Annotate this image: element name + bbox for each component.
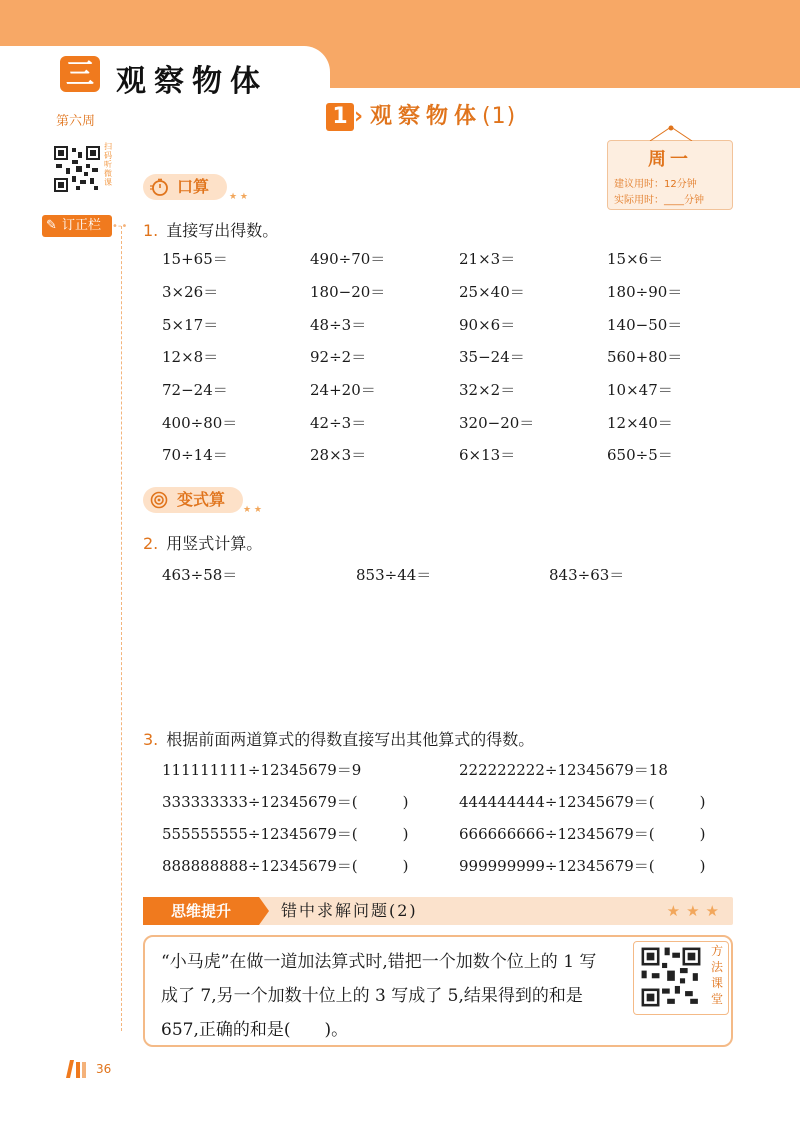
problem-line: “小马虎”在做一道加法算式时,错把一个加数个位上的 1 写 [161,952,597,972]
equation: 28×3＝ [310,446,367,464]
equation: 90×6＝ [459,316,516,334]
section-oral-label: 口算 [143,174,227,200]
pattern-equation: 222222222÷12345679＝18 [459,761,668,779]
target-icon [149,490,169,510]
equation: 72−24＝ [162,381,228,399]
equation: 490÷70＝ [310,250,386,268]
problem-line: 成了 7,另一个加数十位上的 3 写成了 5,结果得到的和是 [161,986,583,1006]
correction-tag [42,215,112,237]
pattern-equation: 666666666÷12345679＝( ) [459,825,706,843]
correction-label: 订正栏 [62,218,102,233]
equation: 35−24＝ [459,348,525,366]
suggested-time: 建议用时：12分钟 [614,179,697,190]
day-name: 周一 [648,149,692,170]
vertical-division: 463÷58＝ [162,566,238,584]
actual-time: 实际用时：____分钟 [614,195,704,206]
books-icon [64,1058,94,1078]
thinking-label: 思维提升 [143,897,259,925]
equation: 180−20＝ [310,283,386,301]
pencil-icon: ✎ [46,218,57,233]
question-3-text: 根据前面两道算式的得数直接写出其他算式的得数。 [166,730,535,749]
section-variant-label: 变式算 [143,487,243,513]
vertical-division: 853÷44＝ [356,566,432,584]
equation: 3×26＝ [162,283,219,301]
question-1-text: 直接写出得数。 [166,221,279,240]
equation: 25×40＝ [459,283,525,301]
equation: 15×6＝ [607,250,664,268]
question-2-text: 用竖式计算。 [166,534,263,553]
equation: 48÷3＝ [310,316,367,334]
thinking-bar [143,897,733,925]
question-2-number: 2. [143,534,159,553]
pattern-equation: 555555555÷12345679＝( ) [162,825,409,843]
equation: 42÷3＝ [310,414,367,432]
page-number: 36 [96,1062,112,1076]
vertical-division: 843÷63＝ [549,566,625,584]
pattern-equation: 444444444÷12345679＝( ) [459,793,706,811]
equation: 560+80＝ [607,348,683,366]
problem-line: 657,正确的和是( )。 [161,1020,349,1040]
equation: 15+65＝ [162,250,228,268]
day-card [607,140,733,210]
question-1-number: 1. [143,221,159,240]
question-3-number: 3. [143,730,159,749]
equation: 320−20＝ [459,414,535,432]
pattern-equation: 888888888÷12345679＝( ) [162,857,409,875]
equation: 24+20＝ [310,381,376,399]
qr-code-icon[interactable] [639,945,703,1009]
hanging-string-icon [648,125,694,141]
week-label: 第六周 [56,114,96,129]
pattern-equation: 333333333÷12345679＝( ) [162,793,409,811]
equation: 12×40＝ [607,414,673,432]
equation: 180÷90＝ [607,283,683,301]
qr-caption: 扫码听微课 [104,142,112,187]
pattern-equation: 999999999÷12345679＝( ) [459,857,706,875]
thinking-subtitle: 错中求解问题(2) [281,901,418,920]
connector-dots: •-• [112,221,128,232]
stopwatch-icon [149,177,169,197]
chevron-right-icon: › [354,104,364,129]
question-1 [143,218,278,241]
equation: 21×3＝ [459,250,516,268]
equation: 400÷80＝ [162,414,238,432]
difficulty-stars: ★★★ [666,902,725,920]
equation: 650÷5＝ [607,446,673,464]
section-oral-stars: ★ ★ [229,192,248,202]
section-variant-stars: ★ ★ [243,505,262,515]
method-class-caption: 方法课堂 [710,944,723,1006]
equation: 12×8＝ [162,348,219,366]
margin-divider [121,226,122,1031]
thinking-problem-box [143,935,733,1047]
lesson-number: 1 [326,103,354,131]
question-2 [143,531,262,554]
qr-code-icon[interactable] [52,144,102,194]
equation: 140−50＝ [607,316,683,334]
lesson-subtitle: (1) [482,104,517,129]
arrow-right-icon [259,897,269,925]
unit-title: 观察物体 [116,64,268,99]
pattern-equation: 111111111÷12345679＝9 [162,761,362,779]
equation: 6×13＝ [459,446,516,464]
equation: 70÷14＝ [162,446,228,464]
equation: 32×2＝ [459,381,516,399]
equation: 10×47＝ [607,381,673,399]
lesson-title: 观察物体(1) [370,104,517,129]
equation: 92÷2＝ [310,348,367,366]
equation: 5×17＝ [162,316,219,334]
header-band [0,0,800,108]
question-3 [143,727,534,750]
unit-number-badge: 三 [60,56,100,92]
